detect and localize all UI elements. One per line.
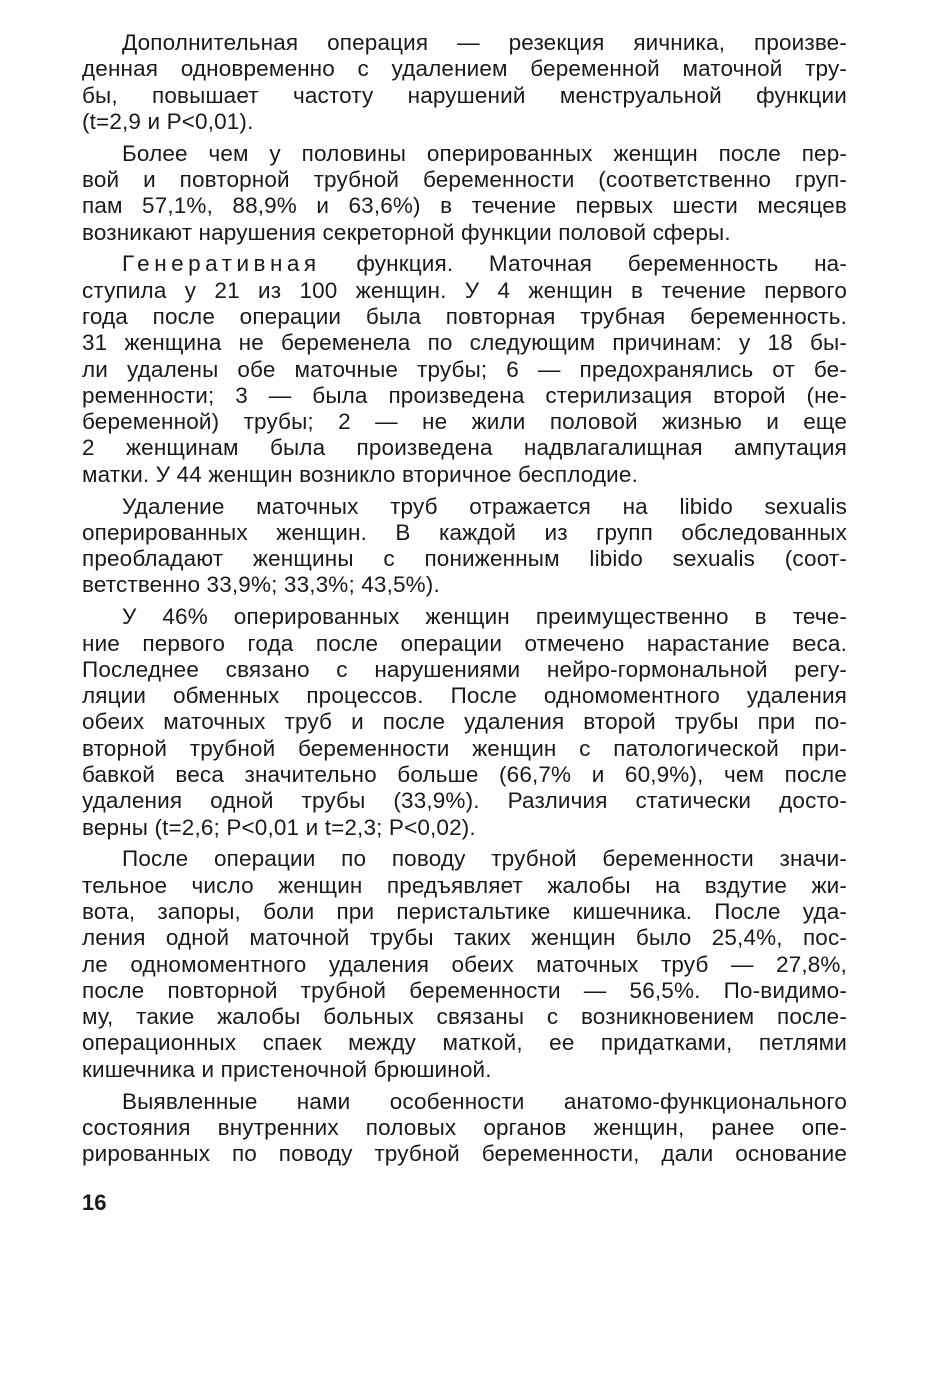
text-line: оперированных женщин. В каждой из групп обследованных <box>82 519 847 545</box>
page-body <box>82 30 847 1173</box>
text-line: После операции по поводу трубной беременности значи- <box>122 846 847 872</box>
text-line: бавкой веса значительно больше (66,7% и 60,9%), чем после <box>82 762 847 788</box>
page-number: 16 <box>82 1190 107 1215</box>
text-line: Более чем у половины оперированных женщин после пер- <box>122 140 847 166</box>
text-line: У 46% оперированных женщин преимущественно в тече- <box>122 604 847 630</box>
text-line: обеих маточных труб и после удаления второй трубы при по- <box>82 709 847 735</box>
text-line <box>82 251 847 277</box>
text-line-rest: функция. Маточная беременность на- <box>320 251 847 277</box>
paragraph-7 <box>82 1089 847 1168</box>
text-line: тельное число женщин предъявляет жалобы на вздутие жи- <box>82 872 847 898</box>
text-line: ле одномоментного удаления обеих маточных труб — 27,8%, <box>82 951 847 977</box>
paragraph-1 <box>82 30 847 135</box>
text-line: преобладают женщины с пониженным libido sexualis (соот- <box>82 546 847 572</box>
text-line: ления одной маточной трубы таких женщин было 25,4%, пос- <box>82 925 847 951</box>
text-line: вой и повторной трубной беременности (соответственно груп- <box>82 166 847 192</box>
text-line: 2 женщинам была произведена надвлагалищная ампутация <box>82 435 847 461</box>
text-line: вота, запоры, боли при перистальтике кишечника. После уда- <box>82 899 847 924</box>
text-line: ременности; 3 — была произведена стерилизация второй (не- <box>82 382 847 408</box>
text-line: ли удалены обе маточные трубы; 6 — предохранялись от бе- <box>82 356 847 382</box>
paragraph-6 <box>82 846 847 1083</box>
text-line: Выявленные нами особенности анатомо-функционального <box>122 1088 847 1114</box>
spaced-lead-word: Генеративная <box>122 251 321 277</box>
text-line: (t=2,9 и P<0,01). <box>82 108 254 134</box>
text-line: матки. У 44 женщин возникло вторичное бесплодие. <box>82 461 638 487</box>
paragraph-4 <box>82 494 847 599</box>
text-line: Дополнительная операция — резекция яичника, произве- <box>122 30 847 55</box>
text-line: года после операции была повторная трубная беременность. <box>82 303 847 329</box>
text-line: ступила у 21 из 100 женщин. У 4 женщин в течение первого <box>82 277 847 303</box>
paragraph-3 <box>82 251 847 488</box>
text-line: вторной трубной беременности женщин с патологической при- <box>82 735 847 761</box>
paragraph-2 <box>82 141 847 246</box>
text-line: состояния внутренних половых органов женщин, ранее опе- <box>82 1114 847 1140</box>
text-line: му, такие жалобы больных связаны с возникновением после- <box>82 1004 847 1030</box>
text-line: возникают нарушения секреторной функции половой сферы. <box>82 219 731 245</box>
text-line: ние первого года после операции отмечено нарастание веса. <box>82 630 847 656</box>
text-line: Последнее связано с нарушениями нейро-гормональной регу- <box>82 656 847 682</box>
text-line: операционных спаек между маткой, ее придатками, петлями <box>82 1030 847 1056</box>
text-line: беременной) трубы; 2 — не жили половой жизнью и еще <box>82 409 847 435</box>
text-line: после повторной трубной беременности — 56,5%. По-видимо- <box>82 977 847 1003</box>
text-line: пам 57,1%, 88,9% и 63,6%) в течение первых шести месяцев <box>82 193 847 219</box>
text-line: верны (t=2,6; P<0,01 и t=2,3; P<0,02). <box>82 814 476 840</box>
text-line: 31 женщина не беременела по следующим причинам: у 18 бы- <box>82 330 847 356</box>
text-line: ляции обменных процессов. После одномоментного удаления <box>82 683 847 709</box>
text-line: ветственно 33,9%; 33,3%; 43,5%). <box>82 572 440 598</box>
paragraph-5 <box>82 604 847 841</box>
text-line: бы, повышает частоту нарушений менструальной функции <box>82 82 847 108</box>
text-line: рированных по поводу трубной беременности, дали основание <box>82 1141 847 1167</box>
text-line: кишечника и пристеночной брюшиной. <box>82 1056 492 1082</box>
text-line: Удаление маточных труб отражается на libido sexualis <box>122 493 847 519</box>
text-line: удаления одной трубы (33,9%). Различия статически досто- <box>82 788 847 814</box>
text-line: денная одновременно с удалением беременной маточной тру- <box>82 56 847 82</box>
